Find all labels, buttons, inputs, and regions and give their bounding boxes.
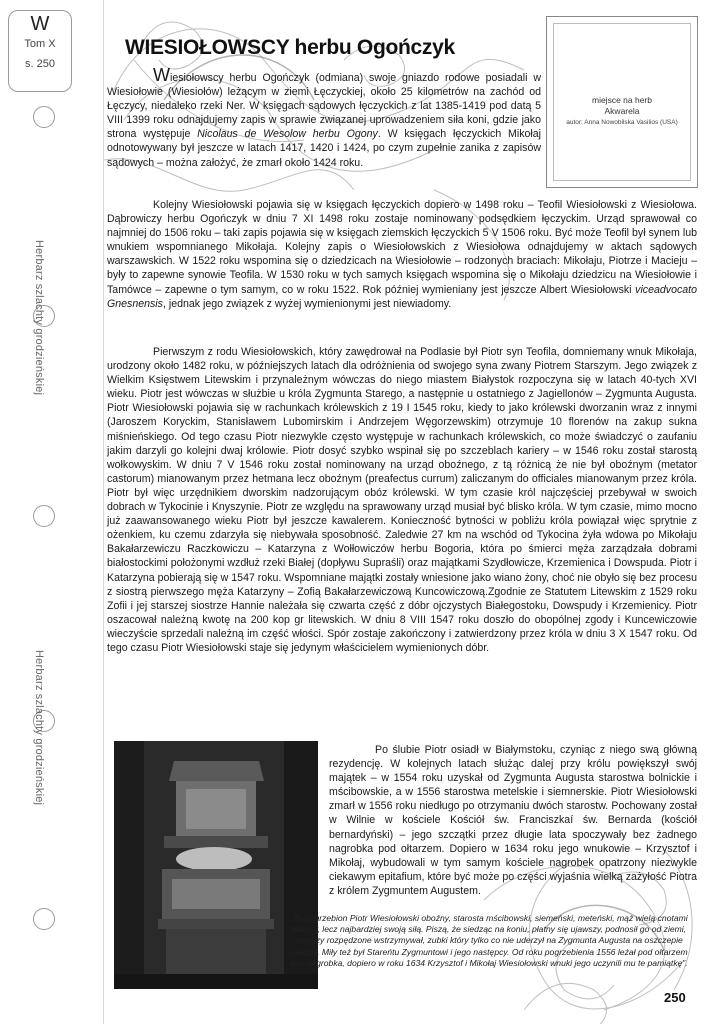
tab-page-ref: s. 250 [25, 58, 55, 70]
tab-volume: Tom X [24, 38, 56, 50]
paragraph-3 [107, 345, 697, 655]
drop-initial: W [153, 65, 170, 85]
series-title-upper: Herbarz szlachty grodzieńskiej [33, 240, 45, 396]
paragraph-2-latin: viceadvocato Gnesnensis [107, 283, 697, 310]
crest-caption-line1: miejsce na herb [591, 95, 652, 105]
paragraph-4-text: Po ślubie Piotr osiadł w Białymstoku, czyniąc z niego swą główną rezydencję. W kolejnych latach służąc dalej przy królu powiększył swój majątek – w 1554 roku uzyskał od Zygmunta Augusta starostwa bolnickie i mścibowskie, a w 1556 starostwa metelskie i siemnerskie. Piotr Wiesiołowski zmarł w 1556 roku niedługo po otrzymaniu dwóch starostw. Pochowany został w Wilnie w kościele Kościół św. Franciszkaí św. Bernarda (kościół bernardyński) – jego szczątki przez długie lata spoczywały bez żadnego nagrobka pod ołtarzem. Dopiero w 1634 roku jego wnukowie – Krzysztof i Mikołaj, wybudowali w tym samym kościele nagrobek opatrzony niezwykle ciekawym epitafium, które być może po części wyjaśnia wielką zażyłość Piotra z królem Zygmuntem Augustem. [329, 744, 697, 897]
paragraph-2 [107, 198, 697, 311]
paragraph-3-text: Pierwszym z rodu Wiesiołowskich, który zawędrował na Podlasie był Piotr syn Teofila, domniemany wnuk Mikołaja, urodzony około 1482 roku, w późniejszych latach dla odróżnienia od swojego syna zwany Piotrem Starszym. Jego związek z Wielkim Księstwem Litewskim i przynależnym wówczas do niego miastem Białystok rozpoczyna się w latach 40-tych XVI wieku. Piotr jest wówczas w służbie u króla Zygmunta Starego, a następnie u ostatniego z Jagiellonów – Zygmunta Augusta. Piotr Wiesiołowski pojawia się w rachunkach królewskich z 19 I 1545 roku, kiedy to jako królewski dworzanin wraz z innymi (Jaroszem Koryckim, Stanisławem Lubomirskim i Andrzejem Węgorzewskim) otrzymuje 10 florenów na zakup sukna miśnieńskiego. Od tego czasu Piotr niezwykle często występuje w rachunkach królewskich, co może świadczyć o zaufaniu jakim darzyli go kolejni dwaj królowie. Piotr dosyć szybko wspinał się po szczeblach kariery – w 1546 roku został starostą wołkowyskim. W dniu 7 V 1546 roku został nominowany na urząd oboźnego, z tą różnicą że nie był oboźnym (metator castorum) mianowanym przez hetmana lecz oboźnym (preafectus currum) zaliczanym do officiales mianowanym przez króla. Piotr był więc urzędnikiem dworskim nadzorującym obóz królewski. W tym czasie król najczęściej przebywał w swoich dobrach w Tykocinie i Knyszynie. Piotr ze względu na sprawowany urząd musiał być blisko króla. W tym czasie, mimo mocno już zaawansowanego wieku Piotr był jeszcze kawalerem. Konieczność bytności w pobliżu króla powiązał więc sprytnie z ożenkiem, ku czemu zdarzyła się niebywała sposobność. Zaledwie 27 km na wschód od Tykocina żyła wdowa po Mikołaju Bakałarzewiczu Raczkowiczu – Katarzyna z Wołłowiczów herbu Bogoria, która po śmierci męża zarządzała dobrami białostockimi położonymi wzdłuż rzeki Białej (dopływu Supraśli) oraz majątkami Szydłowicze, Krzemienica i Dowspuda. Piotr i Katarzyna pobierają się w 1547 roku. Wspomniane majątki zostały wniesione jako wiano żony, choć nie obyło się bez procesu z siostrą pierwszego męża Katarzyny – Zofią Bakałarzewiczową Kuncowiczową.Zgodnie ze Statutem Litewskim z 1529 roku Zofii i jej starszej siostrze Hannie należała się czwarta część z dóbr ojczystych Białegostoku, Dowspudy i Krzemienicy. Piotr oszacował należną kwotę na 200 kop gr litewskich. W dniu 8 VIII 1547 roku doszło do obopólnej zgody i Kuncewiczowie wieczyście sprzedali należną im część włości. Spór zostaje zakończony i zatwierdzony przez króla w dniu 3 X 1547 roku. Od tego czasu Piotr Wiesiołowski staje się jedynym właścicielem wymienionych dóbr. [107, 346, 697, 654]
binder-hole-icon [33, 908, 55, 930]
series-title-lower: Herbarz szlachty grodzieńskiej [33, 650, 45, 806]
crest-placeholder [546, 16, 698, 188]
crest-caption-line2: Akwarela [604, 106, 640, 116]
volume-tab [8, 10, 72, 92]
page-number: 250 [664, 990, 686, 1005]
crest-caption [547, 95, 697, 128]
paragraph-1 [107, 65, 541, 170]
epitaph-quote: „Tu pogrzebion Piotr Wiesiołowski oboźny, starosta mścibowski, siemeński, meteński, mąż wielą cnotami sławny, lecz najbardziej swoją siłą. Piszą, że siedząc na koniu, płatny się ujawszy, podnosił go od ziemi, powozy rozpędzone wstrzymywał, zubki który tylko co nie uderzył na Zygmunta Augusta na oszczepie osadził. Miły też był Stareńtu Zygmuntowi i jego następcy. Od roku pogrzebienia 1556 leżał pod ołtarzem bez nagrobka, dopiero w roku 1634 Krzysztof i Mikołaj Wiesiołowski wnuki jego uczynili mu te pamiątkę”. [290, 913, 688, 968]
paragraph-1-end: . W księgach łęczyckich Mikołaj odnotowywany był jeszcze w latach 1417, 1420 i 1424, po czym zupełnie zanika z zapisów sądowych – można założyć, że zmarł około 1424 roku. [107, 128, 541, 169]
paragraph-1-latin: Nicolaus de Wesolow herbu Ogony [197, 128, 378, 141]
binder-hole-icon [33, 106, 55, 128]
margin-rule [103, 0, 104, 1024]
paragraph-2-end: , jednak jego związek z wyżej wymienionymi jest niewiadomy. [162, 297, 452, 310]
paragraph-4 [329, 743, 697, 898]
tab-letter: W [30, 13, 50, 35]
binder-hole-icon [33, 505, 55, 527]
paragraph-1-text: iesiołowscy herbu Ogończyk (odmiana) swoje gniazdo rodowe posiadali w Wiesiołowie (Wiesiołów) leżącym w ziemi Łęczyckiej, około 25 kilometrów na zachód od Łęczycy, niedaleko rzeki Ner. W księgach sądowych łęczyckich z lat 1385-1419 pod datą 5 VIII 1399 roku odnajdujemy zapis w sprawie związanej uprowadzeniem siła koni, gdzie jako strona występuje [107, 72, 541, 141]
crest-author: autor: Anna Nowobilska Vasilios (USA) [566, 119, 678, 126]
article-title: WIESIOŁOWSCY herbu Ogończyk [125, 36, 455, 59]
paragraph-2-text: Kolejny Wiesiołowski pojawia się w księgach łęczyckich dopiero w 1498 roku – Teofil Wiesiołowski z Wiesiołowa. Dąbrowiczy herbu Ogończyk w dniu 7 XI 1498 roku zostaje nominowany podsędkiem łęczyckim. Urząd sprawował co najmniej do 1506 roku – taki zapis pojawia się w księgach ziemskich łęczyckich 5 V 1506 roku. Być może Teofil był synem lub wnukiem wspomnianego Mikołaja. Kolejny zapis o Wiesiołowskich z Wiesiołowa odnajdujemy w aktach sądowych warszawskich. W 1522 roku wspomina się o dziedzicach na Wiesiołowie – rodzonych braciach: Mikołaju, Piotrze i Macieju – były to zapewne synowie Teofila. W 1530 roku w tych samych księgach wspomina się o Mikołaju dziedzicu na Wiesiołowie i Tamówce – zapewne o tym samym, co w roku 1522. Rok później wymieniany jest jeszcze Albert Wiesiołowski [107, 199, 697, 296]
